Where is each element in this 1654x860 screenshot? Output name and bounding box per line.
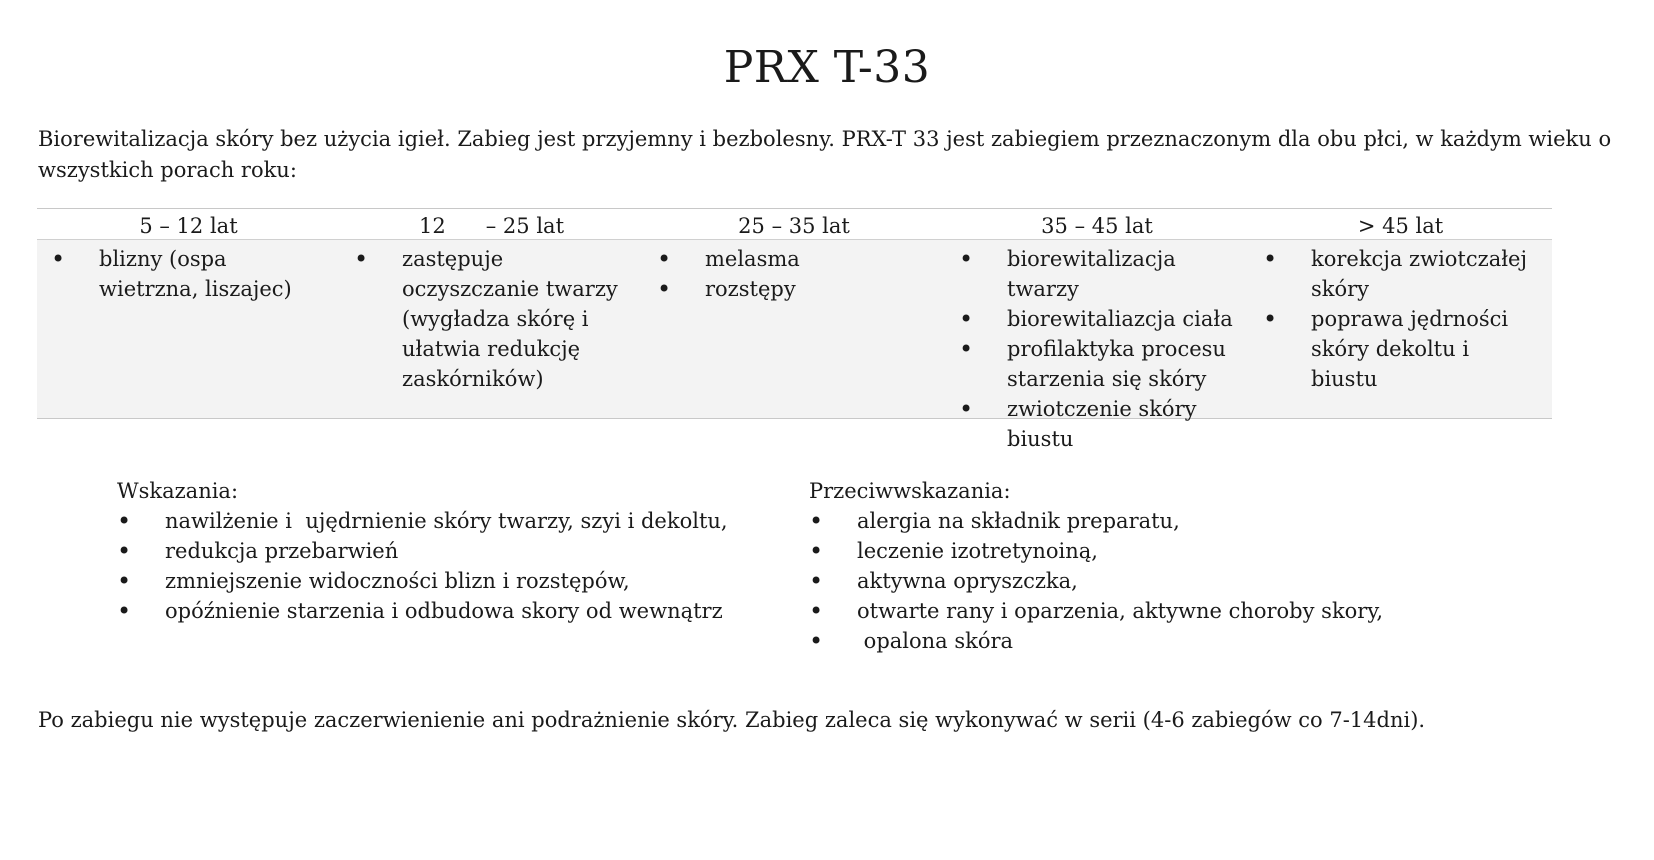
age-table-header — [37, 209, 1552, 240]
list-item: • zastępuje oczyszczanie twarzy (wygładza skórę i ułatwia redukcję zaskórników) — [340, 244, 643, 394]
list-item: • zmniejszenie widoczności blizn i rozstępów, — [117, 566, 728, 596]
age-header-12-25: 12 – 25 lat — [418, 214, 565, 238]
list-item: • blizny (ospa wietrzna, liszajec) — [37, 244, 340, 304]
list-item: • otwarte rany i oparzenia, aktywne choroby skory, — [809, 596, 1383, 626]
list-item: • biorewitalizacja twarzy — [945, 244, 1249, 304]
list-item: • alergia na składnik preparatu, — [809, 506, 1383, 536]
list-item: • leczenie izotretynoiną, — [809, 536, 1383, 566]
list-item: • poprawa jędrności skóry dekoltu i biustu — [1249, 304, 1552, 394]
age-column-35-45 — [945, 240, 1249, 451]
list-item: • zwiotczenie skóry biustu — [945, 394, 1249, 454]
list-item: • profilaktyka procesu starzenia się skóry — [945, 334, 1249, 394]
age-column-45-plus — [1249, 240, 1552, 418]
age-header-35-45: 35 – 45 lat — [1041, 214, 1153, 238]
age-column-5-12 — [37, 240, 340, 418]
list-item: • aktywna opryszczka, — [809, 566, 1383, 596]
contraindications-heading: Przeciwwskazania: — [809, 479, 1011, 503]
list-item: • redukcja przebarwień — [117, 536, 728, 566]
age-table-body — [37, 240, 1552, 451]
contraindications-section — [809, 476, 1383, 656]
list-item: • opalona skóra — [809, 626, 1383, 656]
list-item: • nawilżenie i ujędrnienie skóry twarzy, szyi i dekoltu, — [117, 506, 728, 536]
list-item: • rozstępy — [643, 274, 945, 304]
indications-section — [117, 476, 728, 626]
closing-paragraph: Po zabiegu nie występuje zaczerwienienie ani podrażnienie skóry. Zabieg zaleca się wykonywać w serii (4-6 zabiegów co 7-14dni). — [38, 708, 1426, 732]
age-header-25-35: 25 – 35 lat — [738, 214, 850, 238]
intro-paragraph: Biorewitalizacja skóry bez użycia igieł. Zabieg jest przyjemny i bezbolesny. PRX-T 33 jest zabiegiem przeznaczonym dla obu płci, w każdym wieku o wszystkich porach roku: — [38, 127, 1612, 182]
indications-heading: Wskazania: — [117, 479, 239, 503]
list-item: • biorewitaliazcja ciała — [945, 304, 1249, 334]
list-item: • melasma — [643, 244, 945, 274]
age-table — [37, 208, 1552, 451]
age-column-25-35 — [643, 240, 945, 418]
list-item: • korekcja zwiotczałej skóry — [1249, 244, 1552, 304]
age-header-45-plus: > 45 lat — [1357, 214, 1444, 238]
list-item: • opóźnienie starzenia i odbudowa skory od wewnątrz — [117, 596, 728, 626]
age-header-5-12: 5 – 12 lat — [139, 214, 238, 238]
page-title: PRX T-33 — [723, 42, 931, 93]
age-column-12-25 — [340, 240, 643, 418]
